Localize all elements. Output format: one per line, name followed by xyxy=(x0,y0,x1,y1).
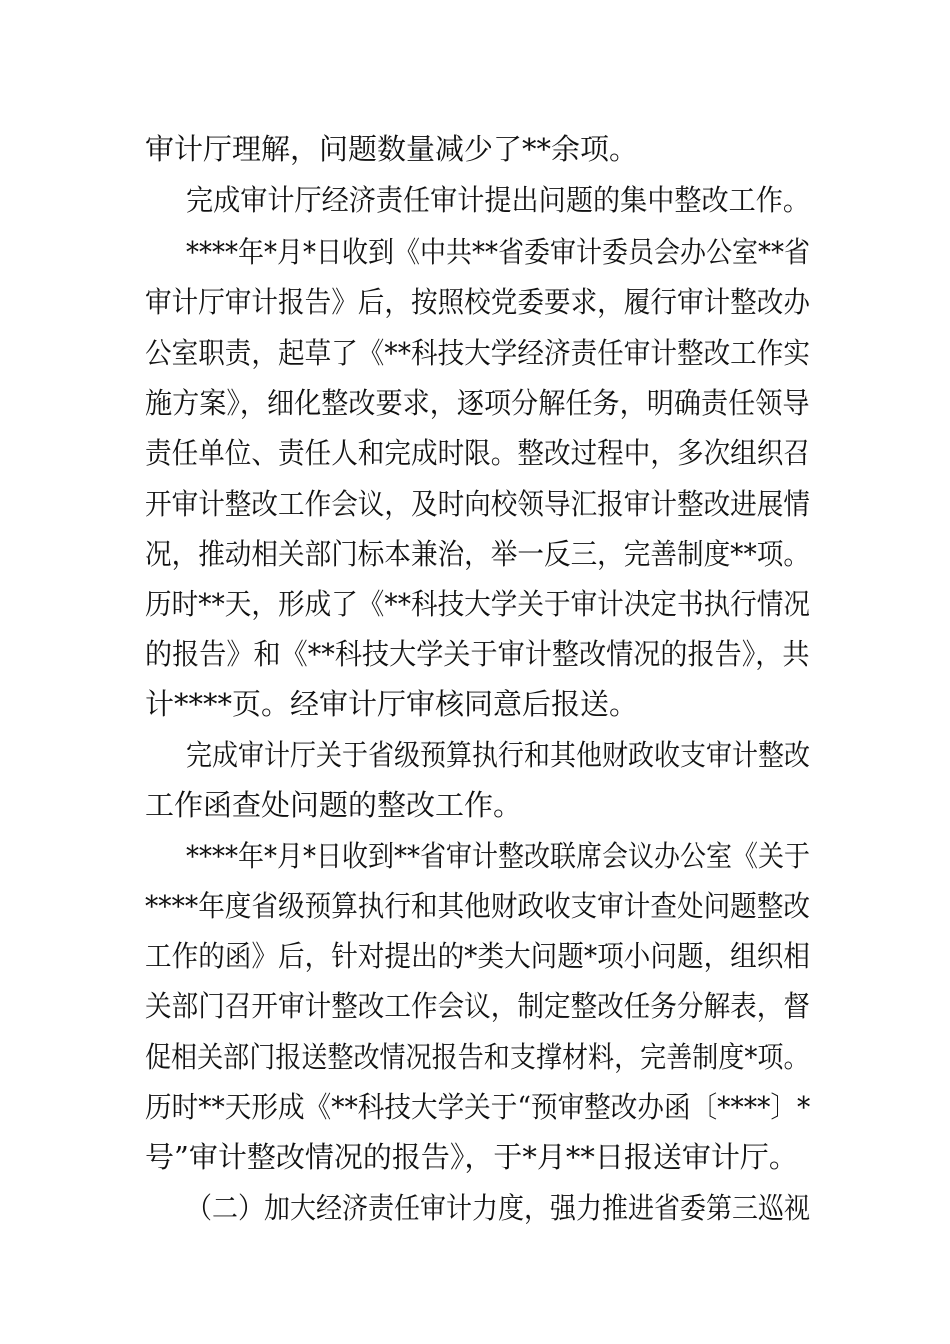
text-line: 历时**天形成《**科技大学关于“预审整改办函〔****〕* xyxy=(145,1090,811,1124)
text-line: 况，推动相关部门标本兼治，举一反三，完善制度**项。 xyxy=(145,537,810,571)
text-line: 号”审计整改情况的报告》，于*月**日报送审计厅。 xyxy=(145,1140,798,1174)
text-line: （二）加大经济责任审计力度，强力推进省委第三巡视 xyxy=(186,1191,811,1225)
text-line: 历时**天，形成了《**科技大学关于审计决定书执行情况 xyxy=(145,587,810,621)
text-line: ****年度省级预算执行和其他财政收支审计查处问题整改 xyxy=(145,889,810,923)
text-line: 完成审计厅经济责任审计提出问题的集中整改工作。 xyxy=(186,183,810,217)
text-line: 施方案》，细化整改要求，逐项分解任务，明确责任领导 xyxy=(145,386,810,420)
text-line: 开审计整改工作会议，及时向校领导汇报审计整改进展情 xyxy=(145,487,810,521)
text-line: 关部门召开审计整改工作会议，制定整改任务分解表，督 xyxy=(145,989,810,1023)
text-line: 工作函查处问题的整改工作。 xyxy=(145,788,523,822)
text-line: 工作的函》后，针对提出的*类大问题*项小问题，组织相 xyxy=(145,939,810,973)
text-line: ****年*月*日收到**省审计整改联席会议办公室《关于 xyxy=(186,839,811,873)
text-line: 计****页。经审计厅审核同意后报送。 xyxy=(145,687,639,721)
text-line: 公室职责，起草了《**科技大学经济责任审计整改工作实 xyxy=(145,336,810,370)
text-line: 完成审计厅关于省级预算执行和其他财政收支审计整改 xyxy=(186,738,811,772)
text-line: 审计厅理解，问题数量减少了**余项。 xyxy=(145,132,639,166)
text-line: 审计厅审计报告》后，按照校党委要求，履行审计整改办 xyxy=(145,285,810,319)
text-line: 的报告》和《**科技大学关于审计整改情况的报告》，共 xyxy=(145,637,810,671)
text-line: 责任单位、责任人和完成时限。整改过程中，多次组织召 xyxy=(145,436,810,470)
text-line: ****年*月*日收到《中共**省委审计委员会办公室**省 xyxy=(186,235,811,269)
text-line: 促相关部门报送整改情况报告和支撑材料，完善制度*项。 xyxy=(145,1040,810,1074)
